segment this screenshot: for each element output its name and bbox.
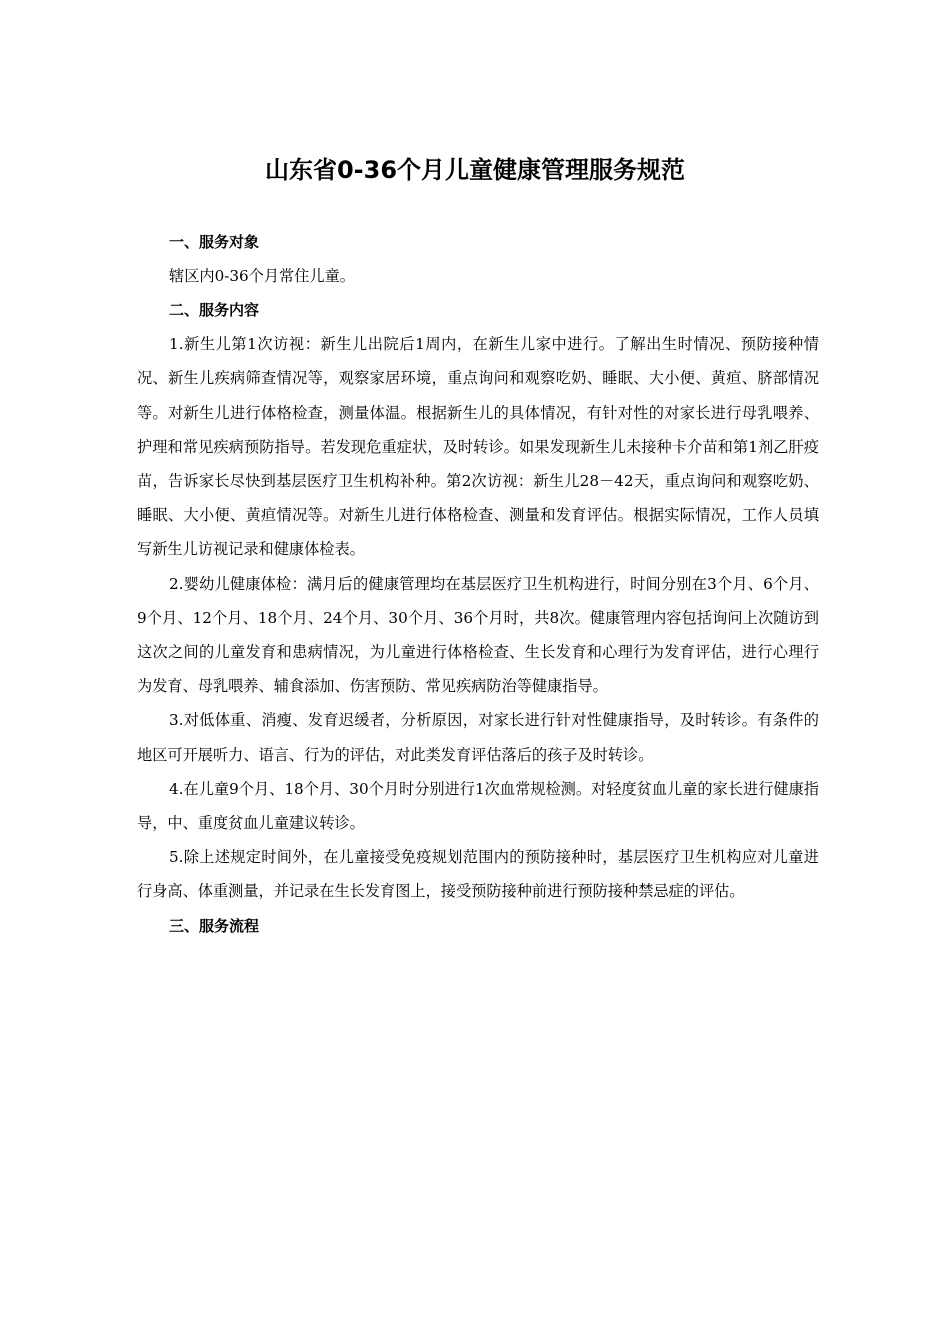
document-body [137,225,819,943]
section-service-target [137,225,819,293]
paragraph: 5.除上述规定时间外，在儿童接受免疫规划范围内的预防接种时，基层医疗卫生机构应对儿童进行身高、体重测量，并记录在生长发育图上，接受预防接种前进行预防接种禁忌症的评估。 [137,848,819,901]
section-service-process [137,909,819,943]
paragraph: 辖区内0-36个月常住儿童。 [169,267,355,285]
document-title: 山东省0-36个月儿童健康管理服务规范 [264,156,686,184]
section-service-content [137,293,819,908]
section-heading: 三、服务流程 [169,916,260,935]
paragraph: 1.新生儿第1次访视：新生儿出院后1周内，在新生儿家中进行。了解出生时情况、预防接种情况、新生儿疾病筛查情况等，观察家居环境，重点询问和观察吃奶、睡眠、大小便、黄疸、脐部情况等。对新生儿进行体格检查，测量体温。根据新生儿的具体情况，有针对性的对家长进行母乳喂养、护理和常见疾病预防指导。若发现危重症状，及时转诊。如果发现新生儿未接种卡介苗和第1剂乙肝疫苗，告诉家长尽快到基层医疗卫生机构补种。第2次访视：新生儿28－42天，重点询问和观察吃奶、睡眠、大小便、黄疸情况等。对新生儿进行体格检查、测量和发育评估。根据实际情况，工作人员填写新生儿访视记录和健康体检表。 [137,335,819,559]
paragraph: 4.在儿童9个月、18个月、30个月时分别进行1次血常规检测。对轻度贫血儿童的家长进行健康指导，中、重度贫血儿童建议转诊。 [137,779,819,833]
section-heading: 一、服务对象 [169,233,260,251]
paragraph: 3.对低体重、消瘦、发育迟缓者，分析原因，对家长进行针对性健康指导，及时转诊。有条件的地区可开展听力、语言、行为的评估，对此类发育评估落后的孩子及时转诊。 [137,711,819,764]
paragraph: 2.婴幼儿健康体检：满月后的健康管理均在基层医疗卫生机构进行，时间分别在3个月、6个月、9个月、12个月、18个月、24个月、30个月、36个月时，共8次。健康管理内容包括询问上次随访到这次之间的儿童发育和患病情况，为儿童进行体格检查、生长发育和心理行为发育评估，进行心理行为发育、母乳喂养、辅食添加、伤害预防、常见疾病防治等健康指导。 [137,574,819,696]
section-heading: 二、服务内容 [169,301,260,320]
